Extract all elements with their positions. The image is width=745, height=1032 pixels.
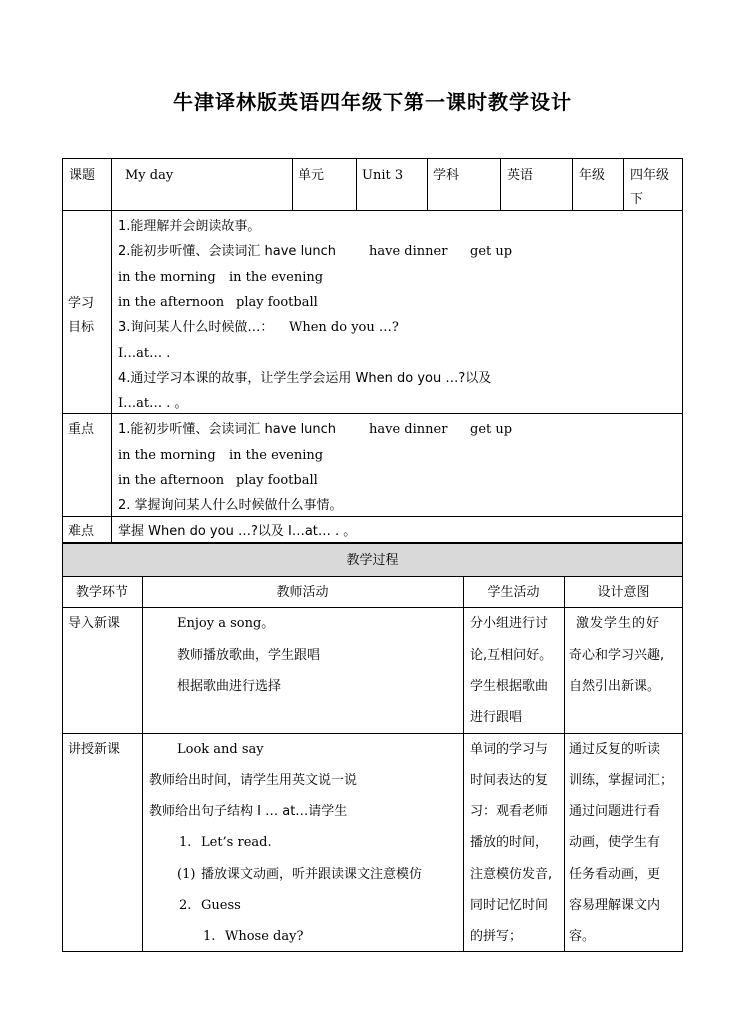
- subject-label: 学科: [433, 168, 460, 183]
- subject-value: 英语: [507, 168, 534, 183]
- difficulty-text: 掌握 When do you …?以及 I…at… . 。: [118, 524, 357, 539]
- teacher-activity-line: Guess: [201, 898, 241, 913]
- key-point-line: 2. 掌握询问某人什么时候做什么事情。: [118, 498, 343, 513]
- teacher-activity-number: 1.: [179, 835, 192, 850]
- key-point-line: in the morning: [118, 448, 216, 463]
- goal-line: in the afternoon: [118, 295, 225, 310]
- teacher-activity-line: 根据歌曲进行选择: [177, 679, 282, 694]
- difficulty-label: 难点: [68, 524, 95, 539]
- teacher-activity-line: 教师给出时间，请学生用英文说一说: [149, 773, 358, 788]
- design-intent-line: 激发学生的好: [576, 616, 661, 631]
- student-activity-line: 论,互相问好。: [470, 648, 553, 663]
- key-point-line: play football: [236, 473, 318, 488]
- key-point-line: get up: [470, 422, 513, 437]
- grade-label: 年级: [579, 168, 606, 183]
- grade-value-line1: 四年级: [630, 168, 670, 183]
- column-header-stage: 教学环节: [75, 585, 128, 600]
- teacher-activity-line: 教师给出句子结构 I … at…请学生: [149, 804, 348, 819]
- student-activity-line: 学生根据歌曲: [470, 679, 549, 694]
- column-header-intent: 设计意图: [597, 585, 650, 600]
- column-header-teacher: 教师活动: [276, 585, 329, 600]
- goal-line: 4.通过学习本课的故事，让学生学会运用 When do you …?以及: [118, 371, 492, 386]
- design-intent-line: 通过问题进行看: [569, 804, 661, 819]
- unit-label: 单元: [298, 168, 325, 183]
- teacher-activity-line: Let’s read.: [201, 835, 272, 850]
- goal-line: in the evening: [229, 270, 324, 285]
- key-points-label: 重点: [68, 422, 95, 437]
- student-activity-line: 播放的时间，: [470, 835, 549, 850]
- key-point-line: in the afternoon: [118, 473, 225, 488]
- teacher-activity-number: (1): [177, 867, 196, 882]
- goal-line: 2.能初步听懂、会读词汇 have lunch: [118, 244, 337, 259]
- student-activity-line: 时间表达的复: [470, 773, 549, 788]
- student-activity-line: 单词的学习与: [470, 742, 549, 757]
- goal-line: in the morning: [118, 270, 216, 285]
- goal-line: When do you …?: [289, 320, 399, 335]
- goal-line: I…at… . 。: [118, 396, 188, 411]
- goals-label-line2: 目标: [68, 320, 95, 335]
- teacher-activity-line: 播放课文动画，听并跟读课文注意模仿: [201, 867, 423, 882]
- goal-line: 3.询问某人什么时候做…：: [118, 320, 274, 335]
- key-point-line: in the evening: [229, 448, 324, 463]
- goal-line: play football: [236, 295, 318, 310]
- goal-line: I…at… .: [118, 346, 171, 361]
- teacher-activity-number: 2.: [179, 898, 192, 913]
- design-intent-line: 奇心和学习兴趣,: [569, 648, 665, 663]
- design-intent-line: 容。: [569, 929, 596, 944]
- key-point-line: have dinner: [369, 422, 448, 437]
- design-intent-line: 任务看动画，更: [569, 867, 661, 882]
- student-activity-line: 同时记忆时间: [470, 898, 549, 913]
- design-intent-line: 训练，掌握词汇；: [569, 773, 674, 788]
- document-title: 牛津译林版英语四年级下第一课时教学设计: [173, 90, 572, 114]
- student-activity-line: 习：观看老师: [470, 804, 549, 819]
- key-point-line: 1.能初步听懂、会读词汇 have lunch: [118, 422, 337, 437]
- student-activity-line: 分小组进行讨: [470, 616, 549, 631]
- teacher-activity-line: Enjoy a song。: [177, 616, 275, 631]
- design-intent-line: 容易理解课文内: [569, 898, 661, 913]
- teacher-activity-number: 1.: [203, 929, 216, 944]
- goal-line: have dinner: [369, 244, 448, 259]
- topic-value: My day: [125, 168, 174, 183]
- teacher-activity-line: 教师播放歌曲，学生跟唱: [177, 648, 321, 663]
- goal-line: 1.能理解并会朗读故事。: [118, 219, 261, 234]
- stage-cell: 导入新课: [68, 616, 121, 631]
- student-activity-line: 进行跟唱: [470, 710, 523, 725]
- design-intent-line: 通过反复的听读: [569, 742, 661, 757]
- design-intent-line: 动画，使学生有: [569, 835, 661, 850]
- student-activity-line: 的拼写；: [470, 929, 523, 944]
- column-header-student: 学生活动: [487, 585, 540, 600]
- goals-label-line1: 学习: [68, 296, 95, 311]
- stage-cell: 讲授新课: [68, 742, 121, 757]
- teacher-activity-line: Whose day?: [225, 929, 304, 944]
- unit-value: Unit 3: [362, 168, 404, 183]
- goal-line: get up: [470, 244, 513, 259]
- topic-label: 课题: [69, 168, 96, 183]
- teacher-activity-line: Look and say: [177, 742, 264, 757]
- design-intent-line: 自然引出新课。: [569, 679, 661, 694]
- process-heading: 教学过程: [346, 553, 399, 568]
- student-activity-line: 注意模仿发音,: [470, 867, 553, 882]
- grade-value-line2: 下: [630, 192, 644, 207]
